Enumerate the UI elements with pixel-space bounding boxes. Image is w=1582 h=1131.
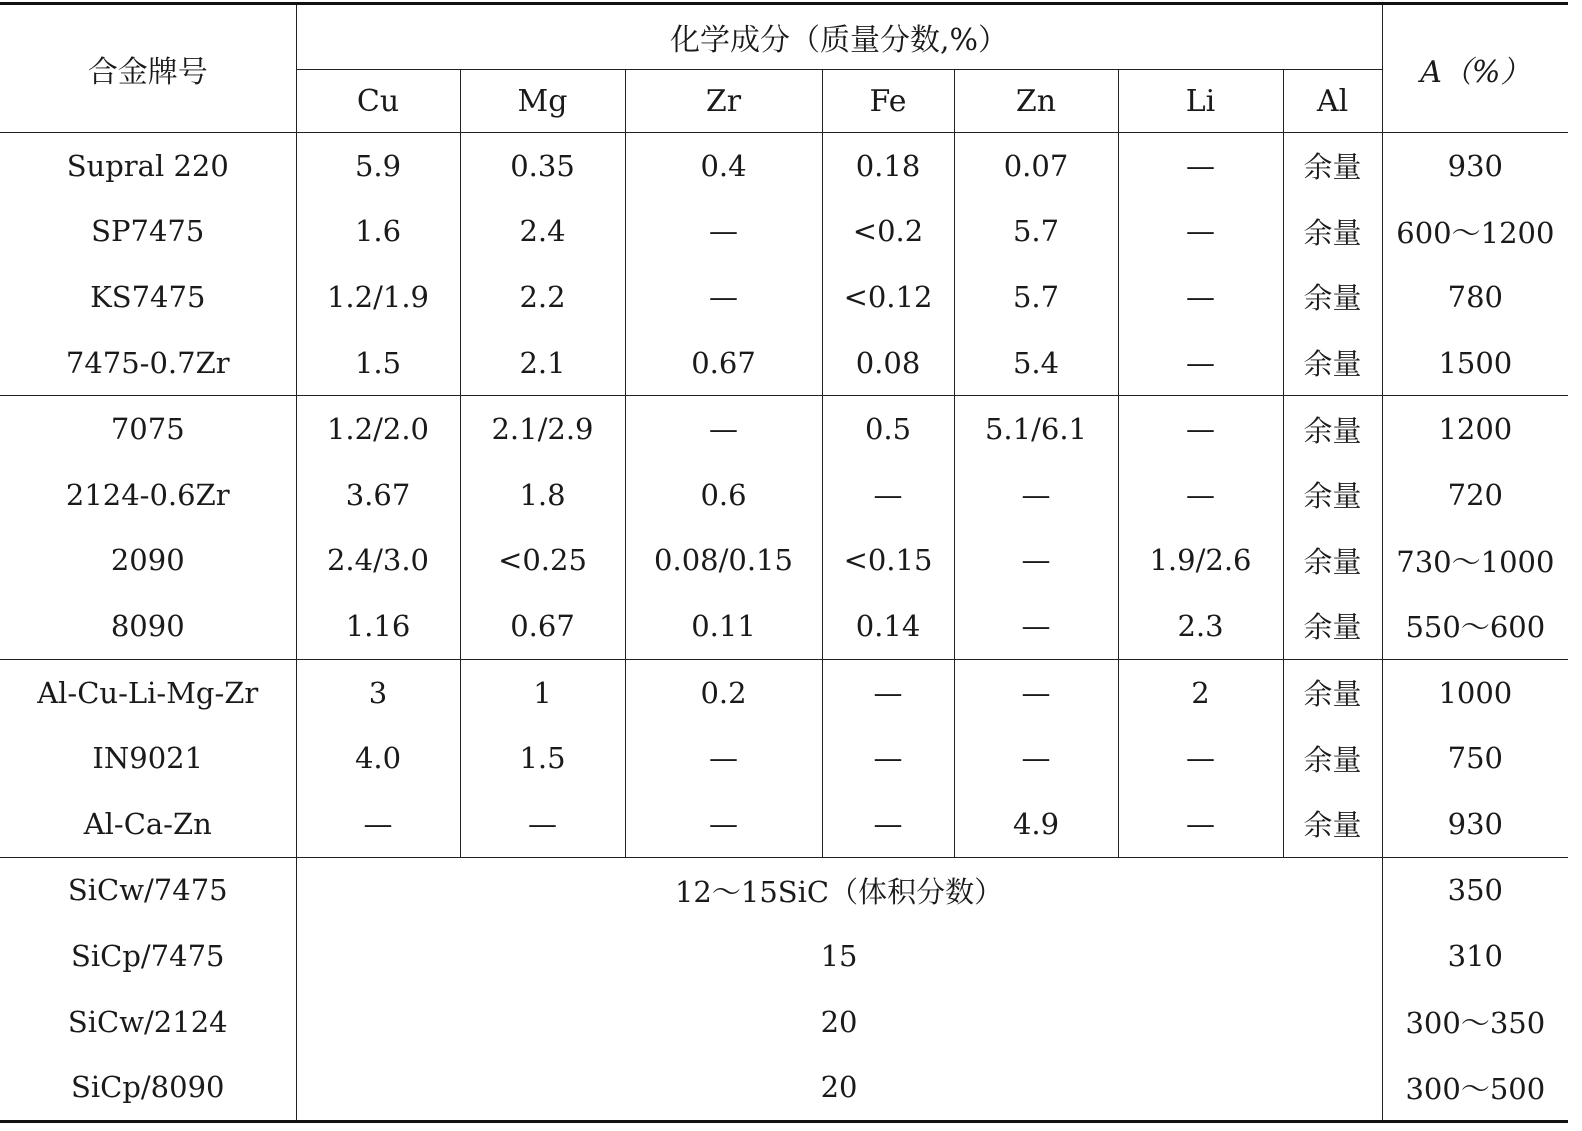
composition-cell: —	[625, 791, 822, 857]
composition-cell: 5.9	[296, 133, 460, 199]
header-elongation: A（%）	[1420, 54, 1531, 90]
table-row	[0, 396, 1568, 462]
composition-cell: —	[1118, 791, 1283, 857]
composition-cell: <0.25	[460, 528, 625, 594]
composition-cell: —	[625, 396, 822, 462]
table-row	[0, 593, 1568, 659]
elongation-cell: 310	[1447, 938, 1504, 973]
composition-cell: 余量	[1283, 330, 1382, 396]
composition-cell: 1.5	[296, 330, 460, 396]
composition-cell: <0.2	[822, 199, 954, 265]
composition-cell: —	[1118, 462, 1283, 528]
composition-cell: 0.67	[625, 330, 822, 396]
composition-cell: 0.2	[625, 659, 822, 725]
composition-cell: —	[460, 791, 625, 857]
composition-cell: —	[954, 725, 1118, 791]
table-row	[0, 725, 1568, 791]
table-row	[0, 1054, 1568, 1121]
elongation-cell: 750	[1447, 741, 1504, 776]
composition-cell: <0.12	[822, 264, 954, 330]
composition-cell: 0.11	[625, 593, 822, 659]
header-composition-group: 化学成分（质量分数,%）	[296, 4, 1382, 70]
elongation-cell: 930	[1447, 148, 1504, 183]
composition-cell: —	[822, 791, 954, 857]
composition-cell: 1.5	[460, 725, 625, 791]
composition-cell: 2.4	[460, 199, 625, 265]
composition-cell: —	[954, 528, 1118, 594]
composition-cell: 1.8	[460, 462, 625, 528]
composition-cell: 1.2/1.9	[296, 264, 460, 330]
alloy-name-cell: Supral 220	[0, 133, 296, 199]
composition-cell: —	[1118, 133, 1283, 199]
composite-composition-cell: 20	[296, 989, 1382, 1055]
table-row	[0, 528, 1568, 594]
composition-cell: —	[625, 199, 822, 265]
table-row	[0, 199, 1568, 265]
composition-cell: —	[822, 462, 954, 528]
composition-cell: 余量	[1283, 396, 1382, 462]
composition-cell: 4.0	[296, 725, 460, 791]
composition-cell: 余量	[1283, 462, 1382, 528]
composition-cell: 2.3	[1118, 593, 1283, 659]
composition-cell: —	[954, 593, 1118, 659]
composition-cell: 4.9	[954, 791, 1118, 857]
composition-cell: 3.67	[296, 462, 460, 528]
composition-cell: 5.4	[954, 330, 1118, 396]
composition-cell: —	[1118, 199, 1283, 265]
elongation-cell: 350	[1382, 857, 1568, 923]
elongation-cell: 1500	[1438, 345, 1513, 380]
composition-cell: —	[822, 659, 954, 725]
composition-cell: —	[954, 462, 1118, 528]
composition-cell: —	[1118, 264, 1283, 330]
alloy-name-cell: 7075	[0, 396, 296, 462]
table-row	[0, 791, 1568, 857]
composition-cell: 1	[460, 659, 625, 725]
elongation-cell: 720	[1447, 477, 1504, 512]
alloy-name-cell: 2090	[0, 528, 296, 594]
table-row	[0, 659, 1568, 725]
elongation-cell: 300～350	[1405, 1006, 1546, 1041]
alloy-name-cell: 2124-0.6Zr	[0, 462, 296, 528]
composition-cell: 1.9/2.6	[1118, 528, 1283, 594]
table-row	[0, 264, 1568, 330]
composite-composition-cell: 20	[296, 1054, 1382, 1121]
table-row	[0, 133, 1568, 199]
table-body	[0, 133, 1568, 1122]
composition-cell: 0.4	[625, 133, 822, 199]
header-element-mg: Mg	[460, 70, 625, 133]
composition-cell: 2.4/3.0	[296, 528, 460, 594]
composite-composition-cell: 12～15SiC（体积分数）	[296, 857, 1382, 923]
composition-cell: 余量	[1283, 199, 1382, 265]
composition-cell: 0.14	[822, 593, 954, 659]
header-element-al: Al	[1283, 70, 1382, 133]
elongation-cell: 550～600	[1405, 610, 1546, 645]
composition-cell: 余量	[1283, 659, 1382, 725]
elongation-cell: 300～500	[1405, 1071, 1546, 1106]
alloy-name-cell: Al-Cu-Li-Mg-Zr	[0, 659, 296, 725]
composition-cell: 0.6	[625, 462, 822, 528]
composition-cell: 1.6	[296, 199, 460, 265]
composition-cell: —	[1118, 396, 1283, 462]
elongation-cell: 930	[1447, 806, 1504, 841]
composition-cell: —	[625, 264, 822, 330]
composition-cell: 余量	[1283, 725, 1382, 791]
composition-cell: 0.08/0.15	[625, 528, 822, 594]
alloy-name-cell: SP7475	[0, 199, 296, 265]
composition-cell: 0.08	[822, 330, 954, 396]
composite-composition-cell: 15	[296, 923, 1382, 989]
composition-cell: 余量	[1283, 528, 1382, 594]
composition-cell: 0.07	[954, 133, 1118, 199]
composition-cell: 2.2	[460, 264, 625, 330]
header-element-li: Li	[1118, 70, 1283, 133]
composition-cell: —	[954, 659, 1118, 725]
composition-cell: —	[822, 725, 954, 791]
alloy-name-cell: 8090	[0, 593, 296, 659]
composition-cell: 0.5	[822, 396, 954, 462]
elongation-cell: 780	[1447, 279, 1504, 314]
elongation-cell: 730～1000	[1396, 544, 1555, 579]
composition-cell: 0.18	[822, 133, 954, 199]
alloy-name-cell: KS7475	[0, 264, 296, 330]
composition-cell: 2.1/2.9	[460, 396, 625, 462]
composition-cell: 2	[1118, 659, 1283, 725]
composition-cell: 余量	[1283, 264, 1382, 330]
header-element-zn: Zn	[954, 70, 1118, 133]
composition-cell: 5.7	[954, 264, 1118, 330]
composition-cell: 3	[296, 659, 460, 725]
header-element-fe: Fe	[822, 70, 954, 133]
composition-cell: 0.35	[460, 133, 625, 199]
alloy-name-cell: SiCw/7475	[0, 857, 296, 923]
composition-cell: 1.2/2.0	[296, 396, 460, 462]
composition-cell: 0.67	[460, 593, 625, 659]
composition-cell: 5.1/6.1	[954, 396, 1118, 462]
header-alloy: 合金牌号	[0, 4, 296, 133]
elongation-cell: 1000	[1382, 659, 1568, 725]
alloy-name-cell: SiCw/2124	[0, 989, 296, 1055]
composition-cell: —	[1118, 725, 1283, 791]
composition-cell: 余量	[1283, 593, 1382, 659]
elongation-cell: 600～1200	[1396, 215, 1555, 250]
alloy-name-cell: 7475-0.7Zr	[0, 330, 296, 396]
composition-cell: 2.1	[460, 330, 625, 396]
alloy-name-cell: IN9021	[0, 725, 296, 791]
header-element-zr: Zr	[625, 70, 822, 133]
composition-cell: —	[1118, 330, 1283, 396]
table-row	[0, 857, 1568, 923]
composition-cell: 5.7	[954, 199, 1118, 265]
composition-cell: 余量	[1283, 133, 1382, 199]
composition-cell: —	[625, 725, 822, 791]
table-row	[0, 989, 1568, 1055]
composition-cell: 1.16	[296, 593, 460, 659]
header-element-cu: Cu	[296, 70, 460, 133]
table-row	[0, 923, 1568, 989]
composition-cell: 余量	[1283, 791, 1382, 857]
elongation-cell: 1200	[1382, 396, 1568, 462]
alloy-name-cell: Al-Ca-Zn	[0, 791, 296, 857]
alloy-name-cell: SiCp/8090	[0, 1054, 296, 1121]
alloy-name-cell: SiCp/7475	[0, 923, 296, 989]
composition-cell: —	[296, 791, 460, 857]
composition-cell: <0.15	[822, 528, 954, 594]
table-row	[0, 330, 1568, 396]
alloy-composition-table	[0, 2, 1568, 1123]
table-row	[0, 462, 1568, 528]
